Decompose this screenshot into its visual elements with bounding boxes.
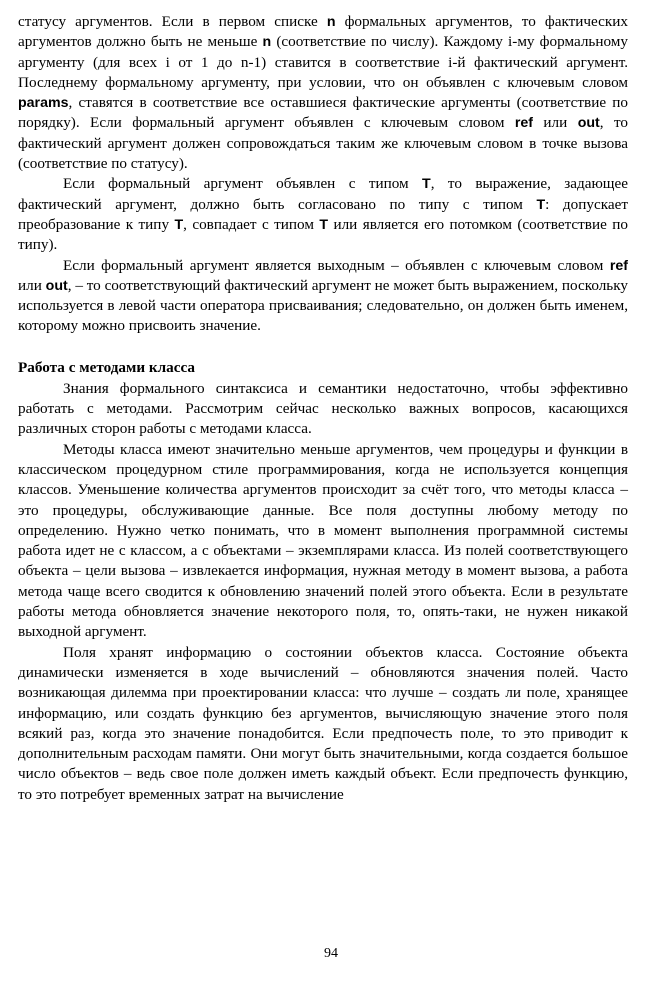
text: , – то соответствующий фактический аргумент не может быть выражением, поскольку используется в левой части оператора присваивания; следовательно, он должен быть именем, которому можно присвоить значение. bbox=[18, 276, 628, 335]
text: или bbox=[533, 114, 578, 132]
page-number: 94 bbox=[324, 946, 338, 961]
text: : допускает преобразование к типу bbox=[18, 195, 628, 233]
keyword: ref bbox=[609, 257, 628, 274]
text: Если формальный аргумент является выходным – объявлен с ключевым словом bbox=[63, 256, 610, 274]
text: формальных аргументов, то фактических аргументов должно быть не меньше bbox=[18, 13, 628, 51]
text: , то фактический аргумент должен сопровождаться таким же ключевым словом в точке вызова (соответствие по статусу). bbox=[18, 114, 629, 173]
keyword: T bbox=[422, 176, 431, 193]
keyword: n bbox=[326, 14, 336, 30]
keyword: out bbox=[45, 277, 68, 294]
text: или bbox=[18, 276, 46, 294]
text: (соответствие по числу). Каждому i-му формальному аргументу (для всех i от 1 до n-1) ставится в соответствие i-й фактический аргумент. Последнему формальному аргументу, при условии, что он объявлен с ключевым словом bbox=[18, 33, 628, 91]
keyword: n bbox=[262, 34, 272, 51]
paragraph-6: Поля хранят информацию о состоянии объектов класса. Состояние объекта динамически изменяется в ходе вычислений – обновляются значения полей. Часто возникающая дилемма при проектировании класса: что лучше – создать ли поле, хранящее информацию, или создать функцию без аргументов, вычисляющую значение этого поля всякий раз, когда это значение понадобится. Если предпочесть поле, то это приводит к дополнительным расходам памяти. Они могут быть значительными, когда создается большое число объектов – ведь свое поле должен иметь каждый объект. Если предпочесть функцию, то это потребует временных затрат на вычисление bbox=[18, 643, 628, 803]
text: статусу аргументов. Если в первом списке bbox=[18, 13, 327, 30]
keyword: out bbox=[577, 115, 600, 132]
keyword: ref bbox=[514, 115, 534, 132]
keyword: T bbox=[536, 196, 546, 213]
text: или является его потомком (соответствие по типу). bbox=[18, 215, 628, 254]
paragraph-2 bbox=[18, 174, 628, 255]
text: Если формальный аргумент объявлен с типом bbox=[63, 175, 423, 193]
page-body bbox=[18, 12, 628, 805]
keyword: T bbox=[319, 216, 329, 233]
text: , совпадает с типом bbox=[183, 215, 320, 233]
text: , ставятся в соответствие все оставшиеся фактические аргументы (соответствие по порядку). Если формальный аргумент объявлен с ключевым словом bbox=[18, 94, 628, 132]
section-heading: Работа с методами класса bbox=[18, 358, 196, 376]
paragraph-1 bbox=[18, 12, 628, 174]
keyword: T bbox=[174, 216, 184, 233]
paragraph-3 bbox=[18, 256, 628, 337]
keyword: params bbox=[18, 95, 69, 112]
paragraph-5: Методы класса имеют значительно меньше аргументов, чем процедуры и функции в классическом процедурном стиле программирования, когда не используется концепция классов. Уменьшение количества аргументов происходит за счёт того, что методы класса – это процедуры, обслуживающие данные. Все поля доступны любому методу по определению. Нужно четко понимать, что в момент выполнения программной системы работа идет не с классом, а с объектами – экземплярами класса. Из полей соответствующего объекта – цели вызова – извлекается информация, нужная методу в момент вызова, а работа метода чаще всего сводится к обновлению значений полей этого объекта. Если в результате работы метода обновляется значение некоторого поля, то, опять-таки, не нужен никакой выходной аргумент. bbox=[18, 440, 628, 641]
text: , то выражение, задающее фактический аргумент, должно быть согласовано по типу с типом bbox=[18, 175, 628, 213]
paragraph-4: Знания формального синтаксиса и семантики недостаточно, чтобы эффективно работать с методами. Рассмотрим сейчас несколько важных вопросов, касающихся различных сторон работы с методами класса. bbox=[18, 379, 628, 438]
